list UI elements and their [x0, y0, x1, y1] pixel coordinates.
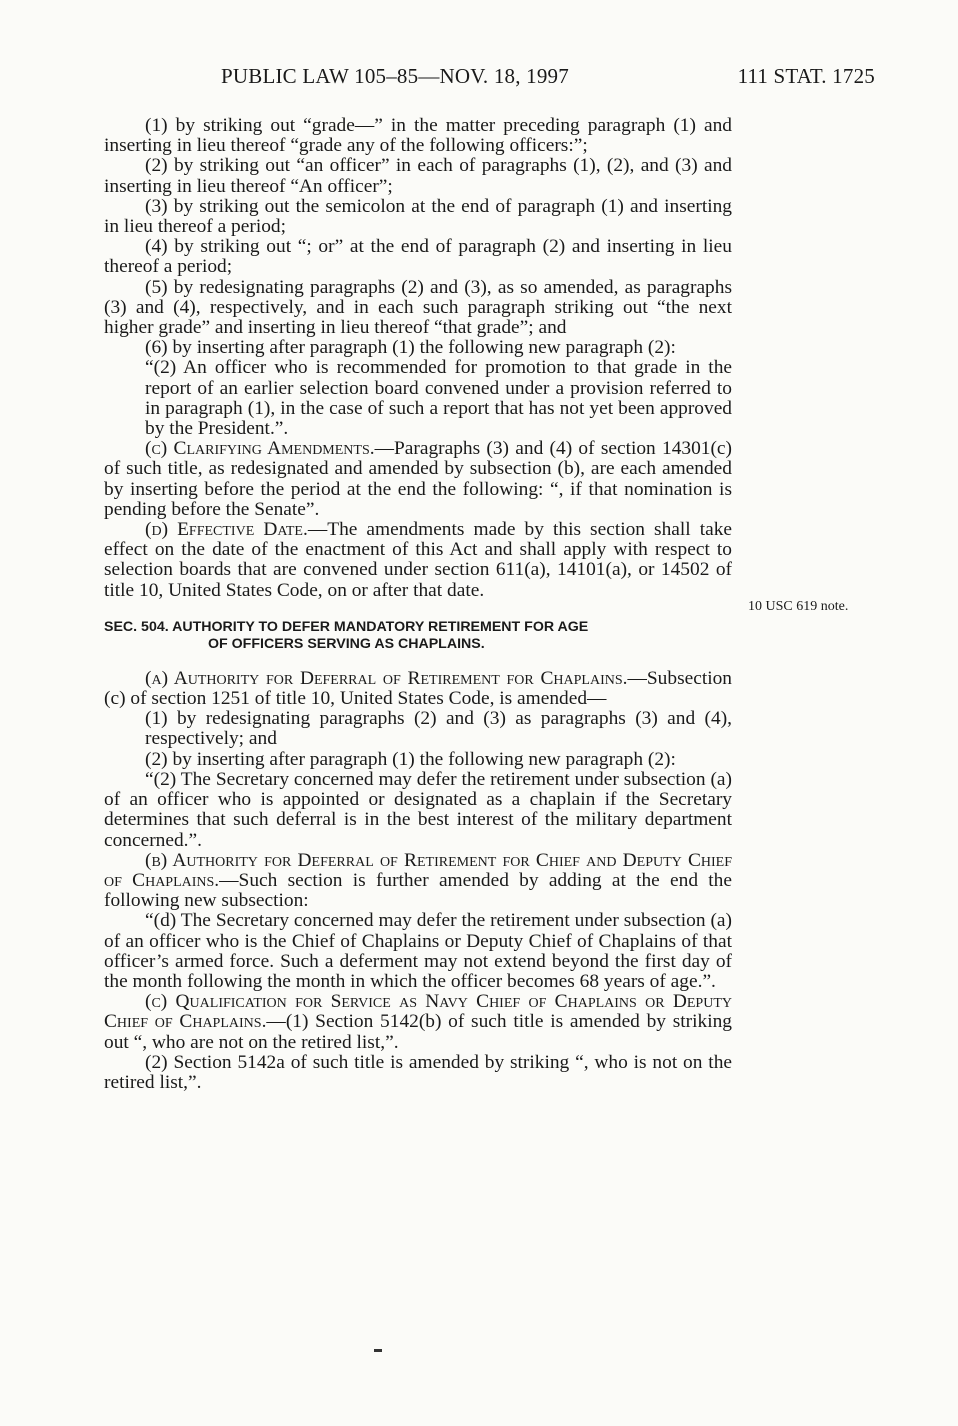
- subsection-a-paragraph-2: (2) by inserting after paragraph (1) the following new paragraph (2):: [145, 748, 676, 770]
- margin-note: 10 USC 619 note.: [748, 599, 849, 614]
- section-heading-line-1: SEC. 504. AUTHORITY TO DEFER MANDATORY RETIREMENT FOR AGE: [104, 618, 589, 635]
- subsection-b-quote: “(d) The Secretary concerned may defer the retirement under subsection (a) of an officer who is the Chief of Chaplains or Deputy Chief of Chaplains of that officer’s armed force. Such a deferment may not extend beyond the first day of the month following the month in which the officer becomes 68 years of age.”.: [104, 910, 732, 992]
- amendment-paragraph-3: (3) by striking out the semicolon at the end of paragraph (1) and inserting in lieu thereof a period;: [104, 195, 732, 238]
- header-title: PUBLIC LAW 105–85—NOV. 18, 1997: [221, 64, 569, 88]
- section-504-heading: [104, 619, 732, 653]
- subsection-c2: [104, 992, 732, 1053]
- subsection-b-heading: (b) Authority for Deferral of Retirement for Chief and Deputy Chief of Chaplains.: [104, 849, 732, 891]
- quoted-paragraph-2: “(2) An officer who is recommended for promotion to that grade in the report of an earlier selection board convened under a provision referred to in paragraph (1), in the case of such a report that has not yet been approved by the President.”.: [145, 357, 732, 440]
- page-header: [103, 64, 875, 94]
- amendment-paragraph-4: (4) by striking out “; or” at the end of paragraph (2) and inserting in lieu thereof a period;: [104, 236, 732, 278]
- subsection-a-quote: “(2) The Secretary concerned may defer the retirement under subsection (a) of an officer who is appointed or designated as a chaplain if the Secretary determines that such deferral is in the best interest of the military department concerned.”.: [104, 768, 732, 851]
- subsection-a-paragraph-1: (1) by redesignating paragraphs (2) and (3) as paragraphs (3) and (4), respectively; and: [145, 708, 732, 750]
- subsection-b: [104, 851, 732, 912]
- subsection-a: [104, 669, 732, 709]
- amendment-paragraph-5: (5) by redesignating paragraphs (2) and (3), as so amended, as paragraphs (3) and (4), respectively, and in each such paragraph striking out “the next higher grade” and inserting in lieu thereof “that grade”; and: [104, 276, 732, 339]
- section-heading-line-2: OF OFFICERS SERVING AS CHAPLAINS.: [208, 635, 485, 652]
- document-body: [104, 116, 732, 1093]
- subsection-b-text: —Such section is further amended by adding at the end the following new subsection:: [104, 869, 732, 912]
- subsection-c-heading: (c) Clarifying Amendments.: [145, 438, 375, 460]
- amendment-paragraph-6: (6) by inserting after paragraph (1) the following new paragraph (2):: [145, 337, 676, 359]
- subsection-c: [104, 439, 732, 520]
- subsection-d-text: —The amendments made by this section shall take effect on the date of the enactment of this Act and shall apply with respect to selection boards that are convened under section 611(a), 14101(a), or 14502 of title 10, United States Code, on or after that date.: [104, 519, 733, 601]
- header-page-ref: 111 STAT. 1725: [737, 64, 875, 88]
- subsection-c2-paragraph-2: (2) Section 5142a of such title is amended by striking “, who is not on the retired list,”.: [104, 1051, 732, 1093]
- subsection-c2-heading: (c) Qualification for Service as Navy Chief of Chaplains or Deputy Chief of Chaplains.: [104, 991, 732, 1033]
- print-mark: [374, 1349, 382, 1352]
- subsection-a-heading: (a) Authority for Deferral of Retirement for Chaplains.: [145, 667, 628, 689]
- amendment-paragraph-1: (1) by striking out “grade—” in the matter preceding paragraph (1) and inserting in lieu thereof “grade any of the following officers:”;: [104, 115, 732, 157]
- subsection-d: [104, 520, 732, 601]
- subsection-a-text: —Subsection (c) of section 1251 of title 10, United States Code, is amended—: [104, 667, 732, 710]
- subsection-c2-text: —(1) Section 5142(b) of such title is amended by striking out “, who are not on the retired list,”.: [104, 1011, 732, 1053]
- amendment-paragraph-2: (2) by striking out “an officer” in each of paragraphs (1), (2), and (3) and inserting in lieu thereof “An officer”;: [104, 155, 732, 197]
- subsection-c-text: —Paragraphs (3) and (4) of section 14301(c) of such title, as redesignated and amended by subsection (b), are each amended by inserting before the period at the end the following: “, if that nomination is pending before the Senate”.: [104, 438, 732, 520]
- subsection-d-heading: (d) Effective Date.: [145, 519, 308, 541]
